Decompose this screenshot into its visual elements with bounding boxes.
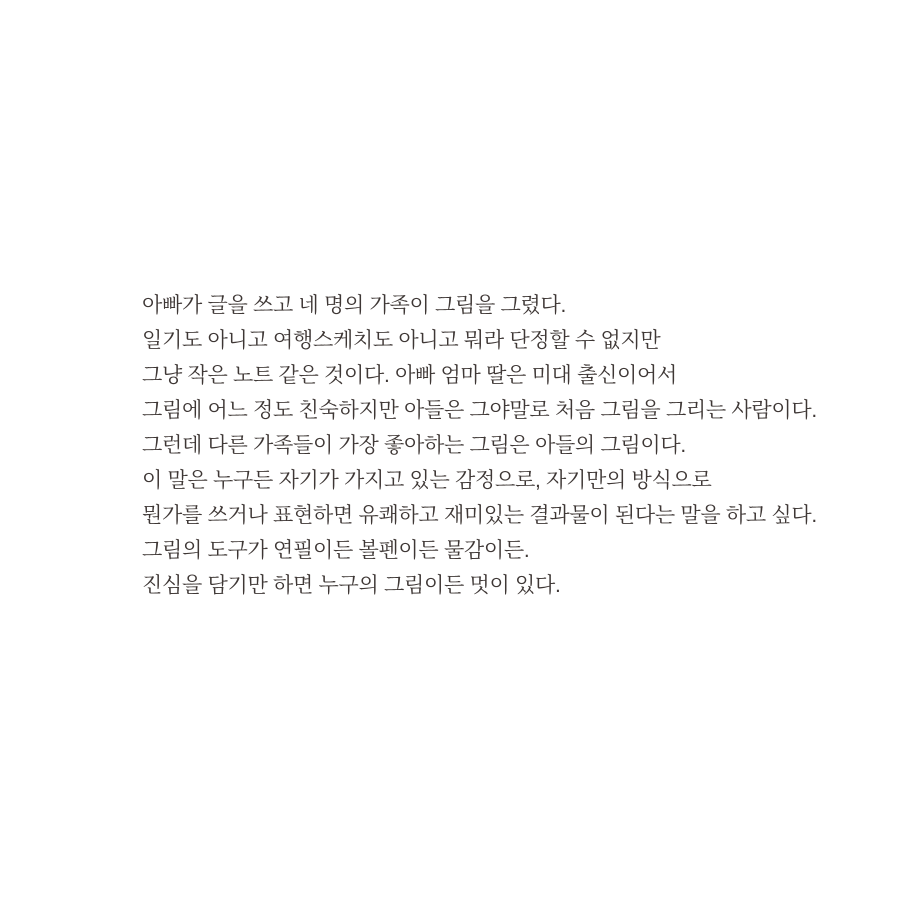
text-line-1: 아빠가 글을 쓰고 네 명의 가족이 그림을 그렸다. [142,294,567,317]
text-line-5: 그런데 다른 가족들이 가장 좋아하는 그림은 아들의 그림이다. [142,434,686,457]
text-block [142,288,817,603]
text-line-6: 이 말은 누구든 자기가 가지고 있는 감정으로, 자기만의 방식으로 [142,469,712,492]
text-line-2: 일기도 아니고 여행스케치도 아니고 뭐라 단정할 수 없지만 [142,329,661,352]
text-line-8: 그림의 도구가 연필이든 볼펜이든 물감이든. [142,539,530,562]
text-line-4: 그림에 어느 정도 친숙하지만 아들은 그야말로 처음 그림을 그리는 사람이다. [142,399,817,422]
text-line-9: 진심을 담기만 하면 누구의 그림이든 멋이 있다. [142,574,561,597]
text-line-7: 뭔가를 쓰거나 표현하면 유쾌하고 재미있는 결과물이 된다는 말을 하고 싶다. [142,504,817,527]
text-line-3: 그냥 작은 노트 같은 것이다. 아빠 엄마 딸은 미대 출신이어서 [142,364,678,387]
